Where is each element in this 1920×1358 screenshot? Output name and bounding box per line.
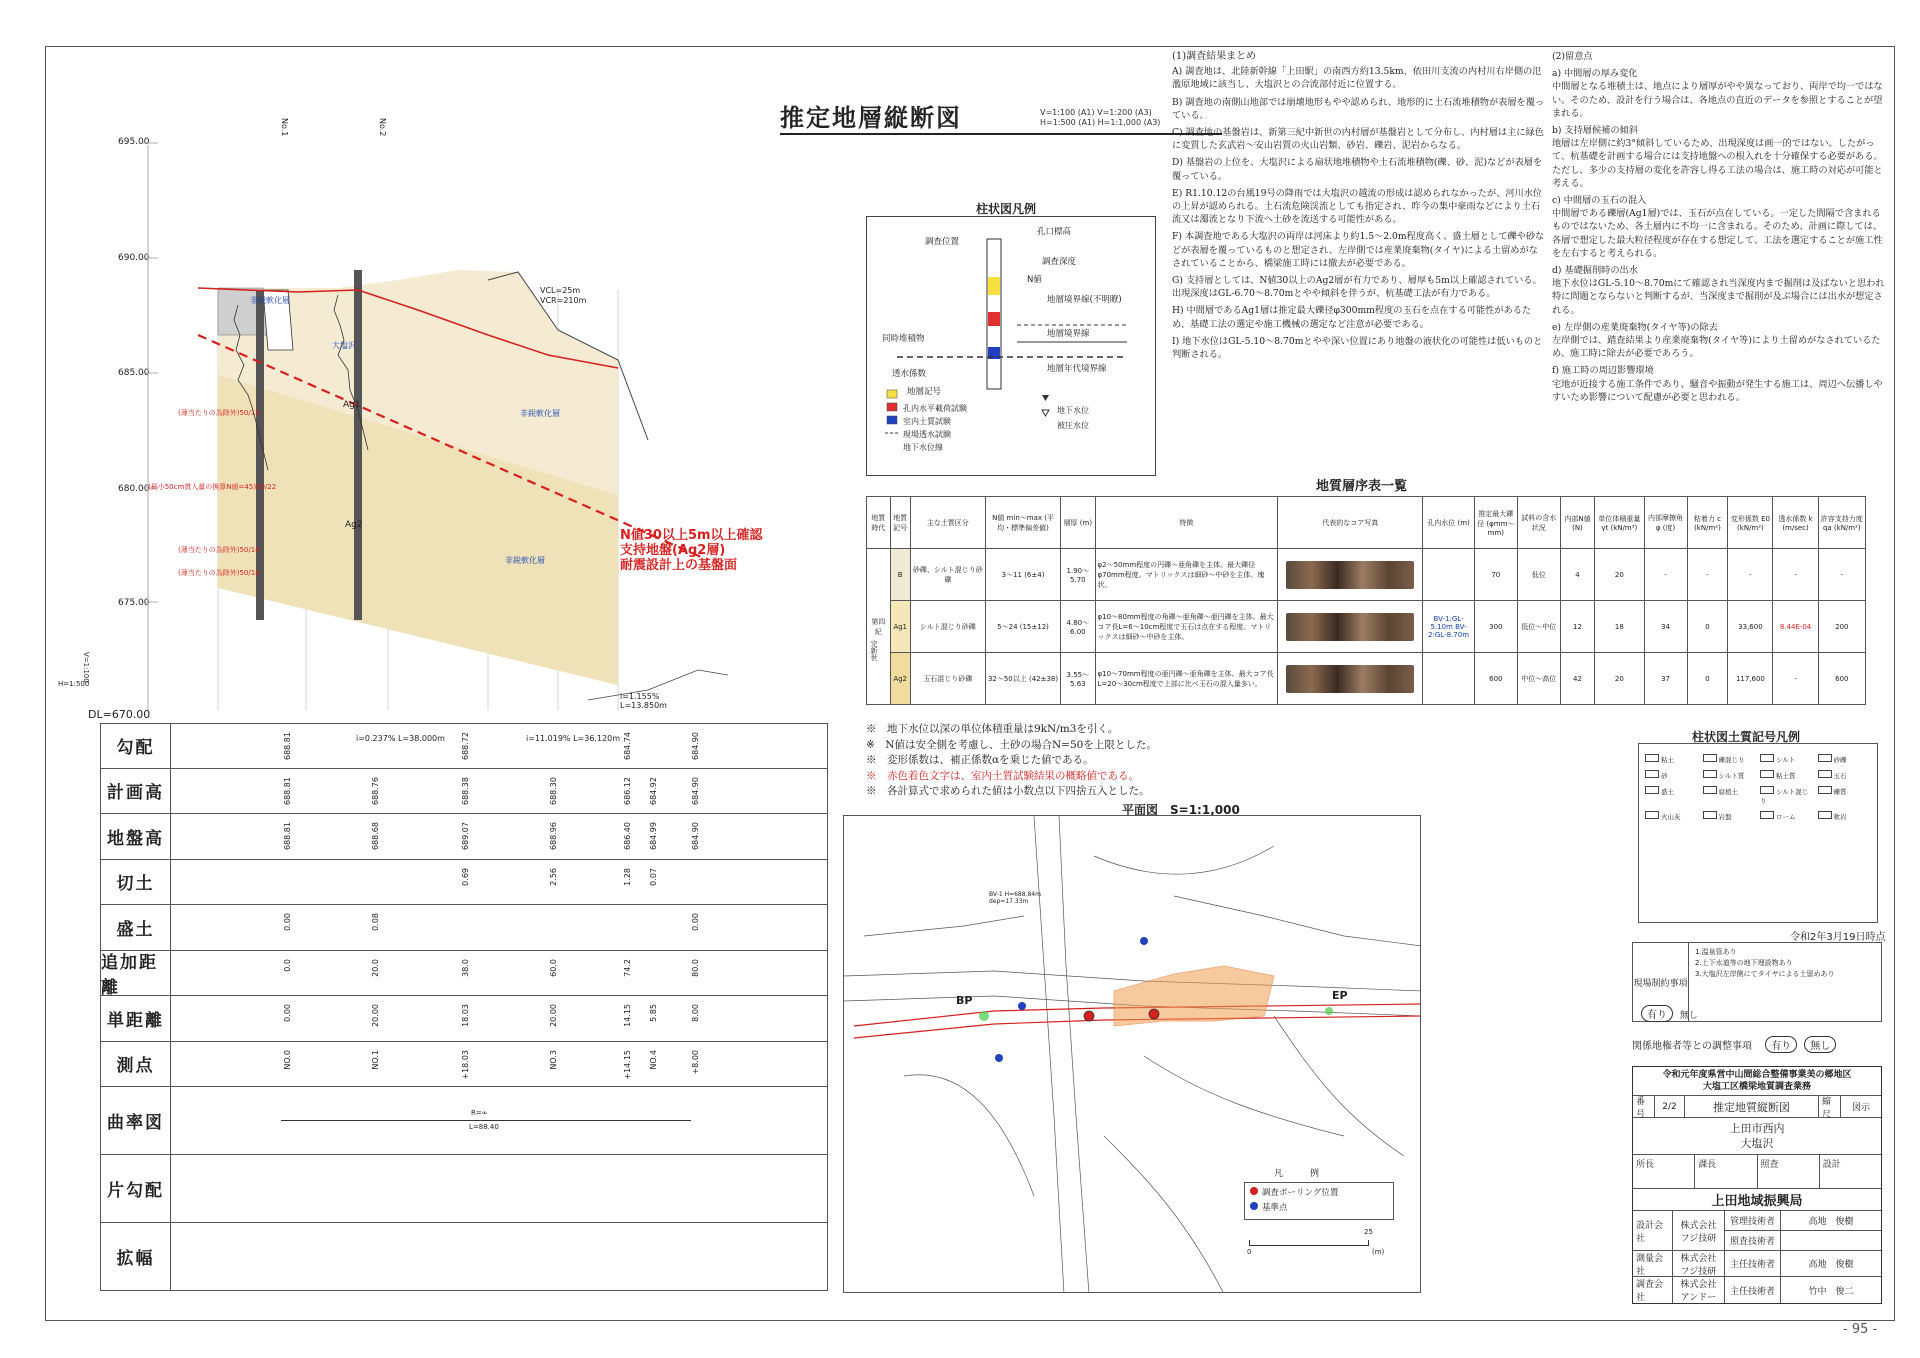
plan-legend-title: 凡 例 bbox=[1274, 1169, 1320, 1179]
layer-label-fill: 非鋭軟化層 bbox=[250, 296, 290, 305]
longitudinal-ledger bbox=[100, 723, 828, 1291]
datum-label: DL=670.00 bbox=[88, 708, 151, 721]
layer-label-right-1: 非鋭軟化層 bbox=[520, 409, 560, 418]
plan-map: BP EP BV-1 H=688.84m dep=17.33m 凡 例 調査ボーリング位置 基準点 0 25 (m) bbox=[843, 815, 1421, 1293]
core-photo-ag2 bbox=[1286, 665, 1414, 693]
ledger-row-cut: 切土 0.69 2.56 1.28 0.07 bbox=[100, 860, 828, 906]
boring-legend-title: 柱状図凡例 bbox=[976, 202, 1037, 216]
stream-label: 大塩沢 bbox=[332, 341, 356, 350]
borehole-no2 bbox=[354, 270, 362, 620]
ledger-row-plan-height: 計画高 688.81 688.76 688.38 688.30 686.12 684.92 684.90 bbox=[100, 769, 828, 815]
red-label-4: (薄当たりの為除外)50/18 bbox=[178, 569, 260, 577]
benchmark-1 bbox=[1018, 1002, 1026, 1010]
footnotes: ※ 地下水位以深の単位体積重量は9kN/m3を引く。 ※ N値は安全側を考慮し、土砂の場合N=50を上限とした。 ※ 変形係数は、補正係数αを乗じた値である。 ※ 赤色着色文字は、室内土質試験結果の概略値である。 ※ 各計算式で求められた値は小数点以下四捨五入とした。 bbox=[866, 723, 1157, 797]
soil-legend-title: 柱状図土質記号凡例 bbox=[1692, 730, 1801, 744]
horizontal-scale: H=1:500 bbox=[58, 680, 90, 688]
boring-label-no2: No.2 bbox=[378, 118, 387, 137]
plan-bp-label: BP bbox=[956, 994, 973, 1007]
site-restrictions: 現場制約事項 1.温泉管あり 2.上下水道等の地下埋設物あり 3.大塩沢左岸側にてタイヤによる土留めあり 有り 無し bbox=[1632, 942, 1882, 1022]
bearing-layer-note: N値30以上5m以上確認 支持地盤(Ag2層) 耐震設計上の基盤面 bbox=[620, 528, 763, 573]
ledger-label: 勾配 bbox=[101, 724, 171, 768]
vertical-scale: V=1:100 bbox=[82, 652, 90, 683]
ledger-row-unit-distance: 単距離 0.00 20.00 18.03 20.00 14.15 5.85 8.00 bbox=[100, 996, 828, 1042]
strata-table bbox=[866, 496, 1866, 705]
strata-row-ag2: Ag2 玉石混じり砂礫 32～50以上 (42±38) 3.55～5.63 φ10～70mm程度の亜円礫～亜角礫を主体。最大コア長L=20～30cm程度で上部に比べ玉石の混入量多い。 600 中位～高位 42 20 37 0 117,600 - 600 bbox=[867, 653, 1866, 705]
survey-summary-notes: (1)調査結果まとめ A) 調査地は、北陸新幹線「上田駅」の南西方約13.5km、依田川支流の内村川右岸側の氾濫原地域に該当し、大塩沢との合流部付近に位置する。 B) 調査地の南側山地部では崩壊地形もやや認められ、地形的に土石流堆積物が表層を覆っている。 C) 調査地の基盤岩は、新第三紀中新世の内村層が基盤岩として分布し、内村層は主に緑色に変質した玄武岩～安山岩質の火山岩類、砂岩、礫岩、泥岩からなる。 D) 基盤岩の上位を、大塩沢による扇状地堆積物や土石流堆積物(礫、砂、泥)などが表層を覆っている。 E) R1.10.12の台風19号の降雨では大塩沢の越流の形成は認められなかったが、河川水位の上昇が認められる。土石流危険渓流としても指定され、昨今の集中豪雨などにより土石流又は濁流となり下流へ土砂を流送する可能性がある。 F) 本調査地である大塩沢の両岸は河床より約1.5～2.0m程度高く、盛土層として礫や砂などが表層を覆っているものと想定され、左岸側では産業廃棄物(タイヤ)による土留めがなされていることから、橋梁施工時には撤去が必要である。 G) 支持層としては、N値30以上のAg2層が有力であり、層厚も5m以上確認されている。出現深度はGL-6.70～8.70mとやや傾斜を伴うが、杭基礎工法が有力である。 H) 中間層であるAg1層は推定最大礫径φ300mm程度の玉石を点在する可能性があるため、基礎工法の選定や施工機械の選定など注意が必要である。 I) 地下水位はGL-5.10～8.70mとやや深い位置にあり地盤の液状化の可能性は低いものと判断される。 bbox=[1172, 51, 1545, 361]
title-block: 令和元年度県営中山間総合整備事業美の郷地区 大塩工区橋梁地質調査業務 番号 2/2 推定地質縦断図 縮尺 図示 上田市西内 大塩沢 所長 課長 照査 設計 上田地域振興局 設計会社 株式会社 フジ技研 管理技術者 高地 俊樹 照査技術者 測量会社 株式会社 フジ技研 主任技術者 高地 俊樹 調査会社 株式会社 アンドー 主任技術者 竹中 俊二 bbox=[1632, 1066, 1882, 1304]
core-photo-b bbox=[1286, 561, 1414, 589]
soil-legend: 粘土 礫混じり シルト 砂礫 砂 シルト質 粘土質 玉石 盛土 腐植土 シルト混じり 礫質 火山灰 岩盤 ローム 軟岩 bbox=[1638, 743, 1878, 923]
red-label-2: (最小50cm貫入量の換算N値=45)50/22 bbox=[148, 483, 277, 491]
elevation-695: 695.00 bbox=[118, 137, 150, 147]
plan-scale-bar bbox=[1249, 1240, 1369, 1246]
elevation-680: 680.00 bbox=[118, 484, 150, 494]
ledger-row-ground-height: 地盤高 688.81 688.68 689.07 688.96 686.40 684.99 684.90 bbox=[100, 814, 828, 860]
plan-legend: 調査ボーリング位置 基準点 bbox=[1244, 1182, 1394, 1220]
ledger-row-station: 測点 NO.0 NO.1 +18.03 NO.3 +14.15 NO.4 +8.00 bbox=[100, 1042, 828, 1088]
ledger-row-fill: 盛土 0.00 0.08 0.00 bbox=[100, 905, 828, 951]
plan-bv1-note: BV-1 H=688.84m dep=17.33m bbox=[989, 891, 1041, 905]
ledger-row-curve: 曲率図 R=∞ L=88.40 bbox=[100, 1087, 828, 1155]
ledger-row-superelevation: 片勾配 bbox=[100, 1155, 828, 1223]
page-number: - 95 - bbox=[1843, 1322, 1878, 1337]
vcl-label: VCL=25m bbox=[540, 286, 581, 295]
restrict-no: 無し bbox=[1679, 1011, 1698, 1021]
boring-label-no1: No.1 bbox=[280, 118, 289, 137]
vcr-label: VCR=210m bbox=[540, 296, 587, 305]
benchmark-3 bbox=[995, 1054, 1003, 1062]
strata-header-row: 地質時代 地質記号 主な土質区分 N値 min～max (平均・標準偏差値) 層厚 (m) 特徴 代表的なコア写真 孔内水位 (m) 推定最大礫径 (φmm～mm) 試料の含水状況 内部N値 (N) 単位体積重量 γt (kN/m³) 内部摩擦角 φ (度) 粘着力 c (kN/m²) 変形係数 E0 (kN/m²) 透水係数 k (m/sec) 許容支持力度 qa (kN/m²) bbox=[867, 497, 1866, 549]
strata-table-title: 地質層序表一覧 bbox=[1316, 479, 1408, 494]
elevation-690: 690.00 bbox=[118, 253, 150, 263]
layer-label-ag1: Ag1 bbox=[343, 400, 361, 410]
layer-label-ag2: Ag2 bbox=[345, 520, 363, 530]
end-slope-note: i=1.155% L=13.850m bbox=[620, 692, 667, 710]
strata-row-b: 第四紀 B 砂礫、シルト混じり砂礫 3～11 (6±4) 1.90～5.70 φ2～50mm程度の円礫～亜角礫を主体。最大礫径φ70mm程度。マトリックスは細砂～中砂を主体。塊状。 70 低位 4 20 - - - - - bbox=[867, 549, 1866, 601]
drawing-title: 推定地層縦断図 bbox=[780, 98, 1222, 135]
red-label-3: (薄当たりの為除外)50/14 bbox=[178, 546, 260, 554]
layer-label-right-2: 非鋭軟化層 bbox=[505, 556, 545, 565]
core-photo-ag1 bbox=[1286, 613, 1414, 641]
benchmark-2 bbox=[1140, 937, 1148, 945]
plan-drawing bbox=[844, 816, 1421, 1293]
date-note: 令和2年3月19日時点 bbox=[1790, 932, 1886, 943]
plan-title: 平面図 S=1:1,000 bbox=[1122, 803, 1240, 817]
ledger-row-add-distance: 追加距離 0.0 20.0 38.0 60.0 74.2 80.0 bbox=[100, 951, 828, 997]
elevation-675: 675.00 bbox=[118, 598, 150, 608]
scale-note: V=1:100 (A1) V=1:200 (A3) H=1:500 (A1) H=1:1,000 (A3) bbox=[1040, 108, 1161, 127]
red-label-1: (薄当たりの為除外)50/13 bbox=[178, 409, 260, 417]
strata-row-ag1: Ag1 シルト混じり砂礫 5～24 (15±12) 4.80～6.00 φ10～80mm程度の角礫～亜角礫～亜円礫を主体。最大コア長L=6～10cm程度で玉石は点在する程度。マトリックスは細砂～中砂を主体。 BV-1:GL-5.10m BV-2:GL-8.70m 300 低位～中位 12 18 34 0 33,600 8.44E-04 200 bbox=[867, 601, 1866, 653]
strata-era2: 完新世 bbox=[870, 640, 878, 661]
boring-legend: 調査位置 孔口標高 調査深度 N値 地層境界線(不明瞭) 地層境界線 同時堆積物 透水係数 地層記号 地層年代境界線 孔内水平載荷試験 室内土質試験 現場透水試験 地下水位線 地下水位 被圧水位 bbox=[866, 216, 1156, 476]
restrict-yes: 有り bbox=[1641, 1005, 1673, 1022]
ledger-row-widening: 拡幅 bbox=[100, 1223, 828, 1291]
elevation-685: 685.00 bbox=[118, 368, 150, 378]
plan-ep-label: EP bbox=[1332, 989, 1348, 1002]
boring-point-bv1 bbox=[1084, 1011, 1094, 1021]
stakeholder-adjustment: 関係地権者等との調整事項 有り 無し bbox=[1632, 1036, 1836, 1053]
ledger-row-slope: 勾配 688.81 688.72 684.74 684.90 i=0.237% L=38.000m i=11.019% L=36.120m bbox=[100, 723, 828, 769]
boring-point-bv2 bbox=[1149, 1009, 1159, 1019]
caution-notes: (2)留意点 a) 中間層の厚み変化 中間層となる堆積土は、地点により層厚がやや異なっており、両岸で均一ではない。そのため、設計を行う場合は、各地点の直近のデータを参照とすることが望まれる。 b) 支持層候補の傾斜 地層は左岸側に約3°傾斜しているため、出現深度は画一的ではない。したがって、杭基礎を計画する場合には支持地盤への根入れを十分確保する必要がある。ただし、多少の支持層の変化を許容し得る工法の場合は、施工時の対応が可能と考える。 c) 中間層の玉石の混入 中間層である礫層(Ag1層)では、玉石が点在している。一定した間隔で含まれるものではないため、各土層内に不均一に含まれる。そのため、計画に際しては、各層で想定した最大粒径程度が存在する想定して、工法を選定することが施工性を左右すると考えられる。 d) 基礎掘削時の出水 地下水位はGL-5.10～8.70mにて確認され当深度内まで掘削は及ばないと思われ特に問題とならないと判断するが、当深度まで掘削が及ぶ場合には出水が想定される。 e) 左岸側の産業廃棄物(タイヤ等)の除去 左岸側では、踏査結果より産業廃棄物(タイヤ等)により土留めがなされているため、施工時に除去が必要であろう。 f) 施工時の周辺影響環境 宅地が近接する施工条件であり、騒音や振動が発生する施工は、周辺へ伝播しやすいため影響について配慮が必要と思われる。 bbox=[1552, 51, 1885, 403]
